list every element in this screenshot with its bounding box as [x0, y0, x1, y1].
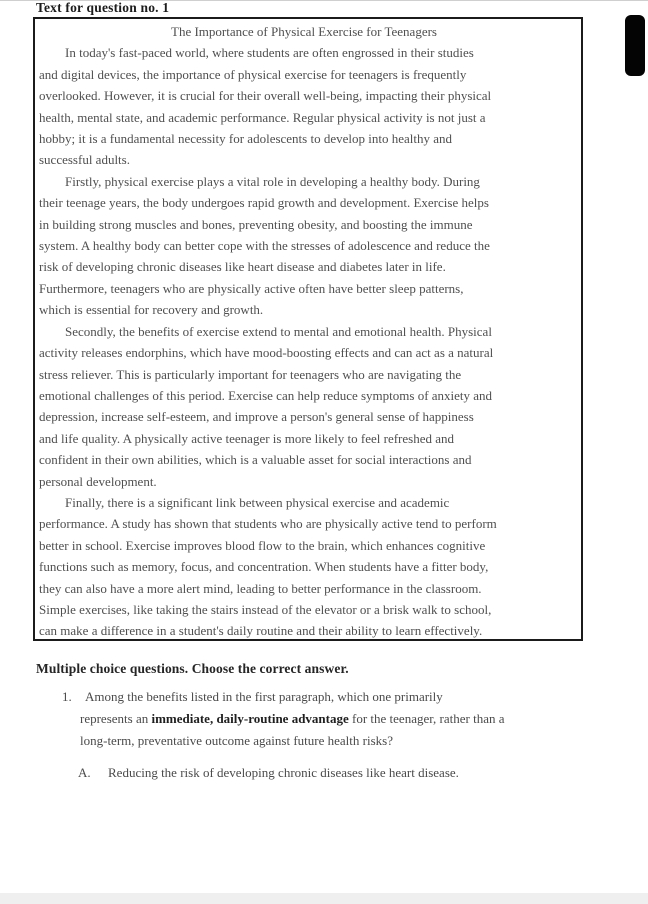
answer-option-a[interactable]: [0, 762, 648, 784]
passage-line: successful adults.: [39, 152, 130, 168]
passage-line: performance. A study has shown that students who are physically active tend to perform: [39, 516, 497, 532]
passage-line: confident in their own abilities, which is a valuable asset for social interactions and: [39, 452, 472, 468]
question-bold-phrase: immediate, daily-routine advantage: [151, 711, 349, 726]
question-number: 1.: [62, 689, 72, 704]
question-line: [80, 708, 648, 730]
question-1: [0, 686, 648, 752]
passage-title: The Importance of Physical Exercise for Teenagers: [171, 24, 437, 39]
passage-line: personal development.: [39, 473, 157, 489]
passage-line: risk of developing chronic diseases like heart disease and diabetes later in life.: [39, 259, 446, 275]
question-text: [80, 686, 648, 752]
passage-line: emotional challenges of this period. Exercise can help reduce symptoms of anxiety and: [39, 387, 493, 403]
passage-line: and life quality. A physically active teenager is more likely to feel refreshed and: [39, 430, 455, 446]
passage-line: Furthermore, teenagers who are physically active often have better sleep patterns,: [39, 280, 464, 296]
passage-box: [33, 17, 583, 641]
question-line: Among the benefits listed in the first paragraph, which one primarily: [85, 689, 443, 704]
passage-line: stress reliever. This is particularly important for teenagers who are navigating the: [39, 366, 462, 382]
passage-line: which is essential for recovery and growth.: [39, 302, 264, 318]
question-line-post: for the teenager, rather than a: [348, 711, 505, 726]
passage-line: hobby; it is a fundamental necessity for adolescents to develop into healthy and: [39, 131, 453, 147]
passage-line: Simple exercises, like taking the stairs instead of the elevator or a brisk walk to school,: [39, 601, 492, 617]
passage-line: health, mental state, and academic performance. Regular physical activity is not just a: [39, 109, 486, 125]
question-line: long-term, preventative outcome against future health risks?: [80, 733, 393, 748]
passage-line: in building strong muscles and bones, preventing obesity, and boosting the immune: [39, 216, 473, 232]
passage-line: Finally, there is a significant link between physical exercise and academic: [65, 494, 450, 510]
question-line-pre: represents an: [80, 711, 152, 726]
passage-line: system. A healthy body can better cope with the stresses of adolescence and reduce the: [39, 238, 490, 254]
passage-line: activity releases endorphins, which have mood-boosting effects and can act as a natural: [39, 345, 494, 361]
passage-line: better in school. Exercise improves blood flow to the brain, which enhances cognitive: [39, 537, 486, 553]
passage-lines: [39, 42, 569, 641]
passage-line: overlooked. However, it is crucial for their overall well-being, impacting their physical: [39, 88, 492, 104]
bottom-edge-strip: [0, 893, 648, 904]
passage-line: and digital devices, the importance of physical exercise for teenagers is frequently: [39, 66, 467, 82]
passage-line: they can also have a more alert mind, leading to better performance in the classroom.: [39, 580, 482, 596]
passage-line: can make a difference in a student's daily routine and their ability to learn effectively.: [39, 623, 483, 639]
mcq-section-heading: Multiple choice questions. Choose the correct answer.: [36, 661, 349, 676]
scrollbar-thumb[interactable]: [625, 15, 645, 76]
passage-line: depression, increase self-esteem, and improve a person's general sense of happiness: [39, 409, 474, 425]
passage-line: Secondly, the benefits of exercise extend to mental and emotional health. Physical: [65, 323, 492, 339]
passage-line: their teenage years, the body undergoes rapid growth and development. Exercise helps: [39, 195, 489, 211]
passage-line: functions such as memory, focus, and concentration. When students have a fitter body,: [39, 559, 489, 575]
passage-line: In today's fast-paced world, where students are often engrossed in their studies: [65, 45, 474, 61]
passage-line: Firstly, physical exercise plays a vital role in developing a healthy body. During: [65, 173, 480, 189]
page-title: Text for question no. 1: [36, 0, 170, 15]
option-label: A.: [78, 765, 91, 780]
option-text: Reducing the risk of developing chronic diseases like heart disease.: [108, 765, 459, 780]
